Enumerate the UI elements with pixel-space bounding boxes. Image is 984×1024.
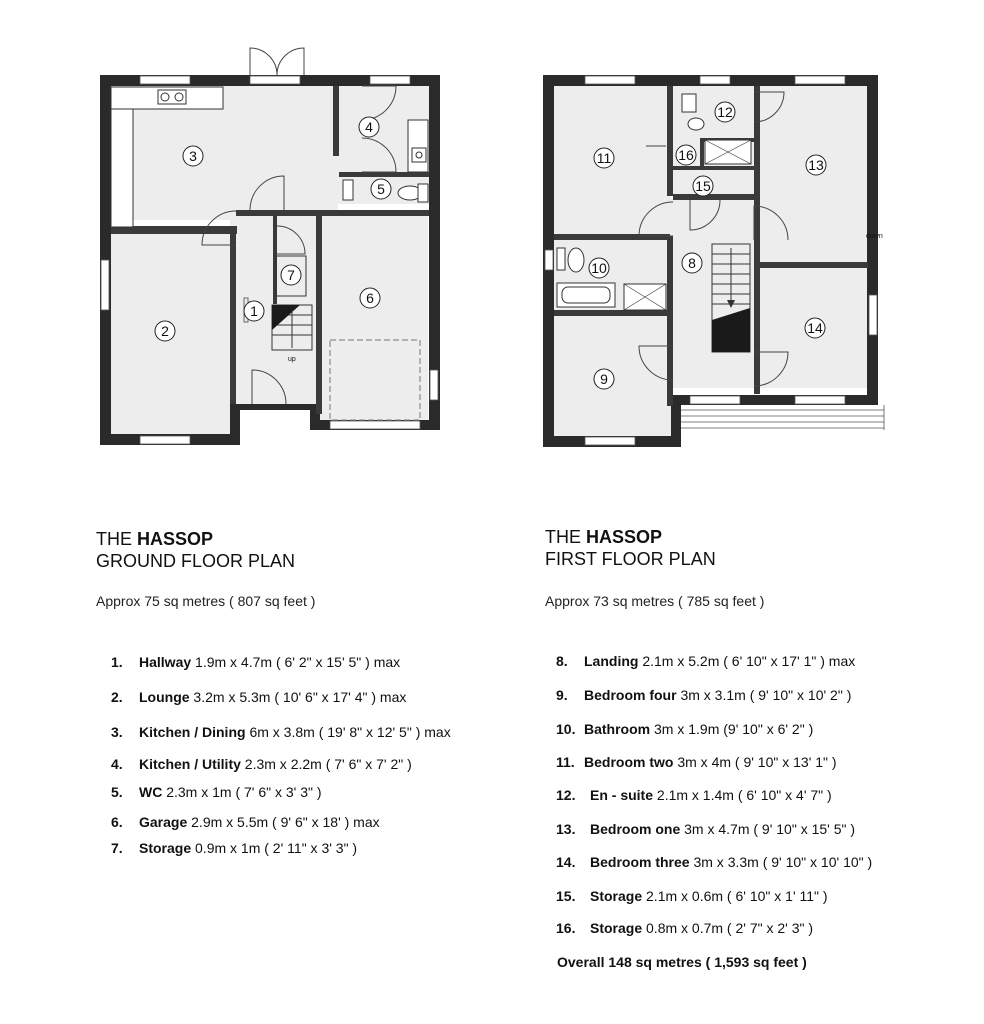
list-item: 11. Bedroom two 3m x 4m ( 9' 10" x 13' 1" ) [556, 754, 837, 770]
list-item: 8. Landing 2.1m x 5.2m ( 6' 10" x 17' 1" ) max [556, 653, 856, 669]
list-item: 5. WC 2.3m x 1m ( 7' 6" x 3' 3" ) [111, 784, 322, 800]
first-floor-title-block [545, 526, 716, 570]
overall-area: Overall 148 sq metres ( 1,593 sq feet ) [557, 954, 807, 970]
first-room-label-11 [594, 148, 614, 168]
svg-text:10: 10 [591, 260, 607, 276]
first-room-label-9 [594, 369, 614, 389]
svg-text:6: 6 [366, 290, 374, 306]
ground-room-label-3 [183, 146, 203, 166]
svg-text:14: 14 [807, 320, 823, 336]
ground-floor-subtitle: GROUND FLOOR PLAN [96, 551, 296, 571]
ground-stair-label: up [288, 356, 296, 363]
first-floor-plan [543, 75, 884, 447]
list-item: 4. Kitchen / Utility 2.3m x 2.2m ( 7' 6" x 7' 2" ) [111, 756, 412, 772]
svg-text:8: 8 [688, 255, 696, 271]
ground-room-label-2 [155, 321, 175, 341]
first-stair-label: down [866, 233, 883, 240]
first-room-label-15 [693, 176, 713, 196]
svg-text:13: 13 [808, 157, 824, 173]
list-item: 15. Storage 2.1m x 0.6m ( 6' 10" x 1' 11" ) [556, 888, 828, 904]
first-floor-title: THE HASSOP [545, 527, 663, 547]
first-room-label-10 [589, 258, 609, 278]
list-item: 9. Bedroom four 3m x 3.1m ( 9' 10" x 10' 2" ) [556, 687, 852, 703]
floor-plans-drawing [0, 0, 984, 480]
svg-text:7: 7 [287, 267, 295, 283]
ground-room-label-1 [244, 301, 264, 321]
svg-text:1: 1 [250, 303, 258, 319]
first-room-label-13 [806, 155, 826, 175]
list-item: 12. En - suite 2.1m x 1.4m ( 6' 10" x 4' 7" ) [556, 787, 832, 803]
svg-text:4: 4 [365, 119, 373, 135]
ground-floor-title: THE HASSOP [96, 529, 214, 549]
list-item: 2. Lounge 3.2m x 5.3m ( 10' 6" x 17' 4" ) max [111, 689, 407, 705]
svg-text:11: 11 [596, 150, 612, 166]
first-floor-subtitle: FIRST FLOOR PLAN [545, 549, 716, 569]
svg-text:5: 5 [377, 181, 385, 197]
ground-room-label-6 [360, 288, 380, 308]
svg-text:3: 3 [189, 148, 197, 164]
first-room-label-16 [676, 145, 696, 165]
first-room-label-14 [805, 318, 825, 338]
svg-text:12: 12 [717, 104, 733, 120]
ground-room-label-4 [359, 117, 379, 137]
list-item: 14. Bedroom three 3m x 3.3m ( 9' 10" x 10' 10" ) [556, 854, 873, 870]
ground-floor-plan [100, 48, 440, 445]
list-item: 1. Hallway 1.9m x 4.7m ( 6' 2" x 15' 5" ) max [111, 654, 401, 670]
svg-text:16: 16 [678, 147, 694, 163]
list-item: 16. Storage 0.8m x 0.7m ( 2' 7" x 2' 3" ) [556, 920, 814, 936]
list-item: 3. Kitchen / Dining 6m x 3.8m ( 19' 8" x 12' 5" ) max [111, 724, 451, 740]
first-floor-area: Approx 73 sq metres ( 785 sq feet ) [545, 593, 765, 609]
list-item: 6. Garage 2.9m x 5.5m ( 9' 6" x 18' ) max [111, 814, 380, 830]
ground-floor-title-block [96, 528, 295, 572]
ground-room-label-7 [281, 265, 301, 285]
svg-text:2: 2 [161, 323, 169, 339]
list-item: 10. Bathroom 3m x 1.9m (9' 10" x 6' 2" ) [556, 721, 814, 737]
svg-text:9: 9 [600, 371, 608, 387]
ground-floor-area: Approx 75 sq metres ( 807 sq feet ) [96, 593, 316, 609]
first-room-label-8 [682, 253, 702, 273]
ground-room-label-5 [371, 179, 391, 199]
svg-text:15: 15 [695, 178, 711, 194]
first-room-label-12 [715, 102, 735, 122]
list-item: 7. Storage 0.9m x 1m ( 2' 11" x 3' 3" ) [111, 840, 358, 856]
list-item: 13. Bedroom one 3m x 4.7m ( 9' 10" x 15' 5" ) [556, 821, 856, 837]
